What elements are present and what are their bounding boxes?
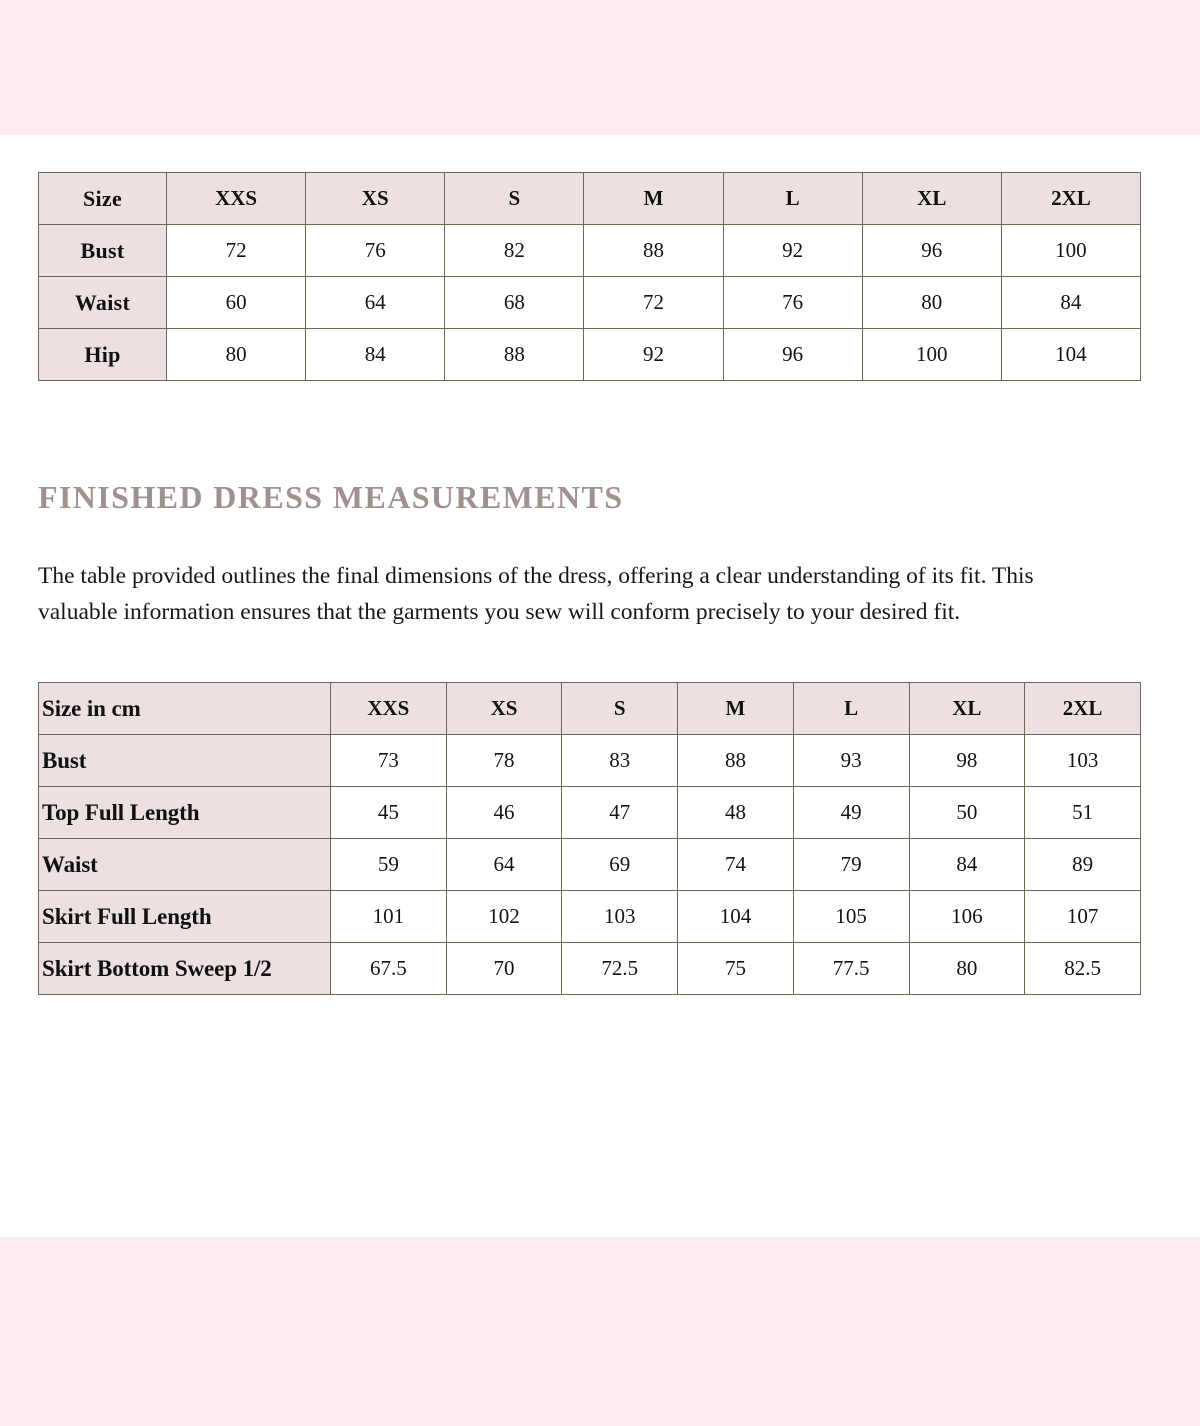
- cell-hip-m: 92: [584, 329, 723, 381]
- section-paragraph: The table provided outlines the final dimensions of the dress, offering a clear understanding of its fit. This valuable information ensures that the garments you sew will conform precisely to your desired fit.: [38, 563, 1034, 625]
- finished-dress-corner-header: Size in cm: [39, 683, 331, 735]
- cell-skirt-bottom-sweep-xs: 70: [446, 943, 562, 995]
- column-header-xxs: XXS: [167, 173, 306, 225]
- cell-waist-l: 76: [723, 277, 862, 329]
- cell-bust-2xl: 100: [1001, 225, 1140, 277]
- cell-hip-xl: 100: [862, 329, 1001, 381]
- cell-top-full-length-2xl: 51: [1025, 787, 1141, 839]
- row-label-waist: Waist: [39, 839, 331, 891]
- spacer-below-first-table: [38, 381, 1141, 479]
- cell-waist-m: 72: [584, 277, 723, 329]
- table-row: [39, 787, 1141, 839]
- body-measurements-table-head: [39, 173, 1141, 225]
- cell-skirt-full-length-l: 105: [793, 891, 909, 943]
- cell-skirt-full-length-xs: 102: [446, 891, 562, 943]
- column-header-xxs: XXS: [331, 683, 447, 735]
- cell-top-full-length-m: 48: [678, 787, 794, 839]
- table-row: [39, 225, 1141, 277]
- cell-skirt-bottom-sweep-s: 72.5: [562, 943, 678, 995]
- cell-waist-2xl: 89: [1025, 839, 1141, 891]
- table-row: [39, 943, 1141, 995]
- cell-bust-m: 88: [678, 735, 794, 787]
- top-spacer: [38, 135, 1141, 172]
- cell-bust-2xl: 103: [1025, 735, 1141, 787]
- row-label-top-full-length: Top Full Length: [39, 787, 331, 839]
- cell-top-full-length-xxs: 45: [331, 787, 447, 839]
- cell-bust-l: 93: [793, 735, 909, 787]
- cell-waist-xl: 84: [909, 839, 1025, 891]
- column-header-xs: XS: [446, 683, 562, 735]
- finished-dress-table-head: [39, 683, 1141, 735]
- row-label-skirt-bottom-sweep: Skirt Bottom Sweep 1/2: [39, 943, 331, 995]
- cell-waist-s: 68: [445, 277, 584, 329]
- table-row: [39, 329, 1141, 381]
- cell-bust-s: 82: [445, 225, 584, 277]
- cell-skirt-bottom-sweep-m: 75: [678, 943, 794, 995]
- cell-skirt-full-length-xl: 106: [909, 891, 1025, 943]
- cell-waist-xl: 80: [862, 277, 1001, 329]
- cell-bust-s: 83: [562, 735, 678, 787]
- cell-skirt-full-length-2xl: 107: [1025, 891, 1141, 943]
- cell-waist-xxs: 59: [331, 839, 447, 891]
- column-header-l: L: [793, 683, 909, 735]
- table-header-row: [39, 173, 1141, 225]
- cell-skirt-bottom-sweep-2xl: 82.5: [1025, 943, 1141, 995]
- finished-dress-table-body: [39, 735, 1141, 995]
- column-header-2xl: 2XL: [1025, 683, 1141, 735]
- page-canvas: [0, 135, 1200, 1237]
- column-header-xs: XS: [306, 173, 445, 225]
- cell-top-full-length-s: 47: [562, 787, 678, 839]
- cell-top-full-length-xl: 50: [909, 787, 1025, 839]
- body-measurements-table: [38, 172, 1141, 381]
- cell-skirt-bottom-sweep-l: 77.5: [793, 943, 909, 995]
- column-header-s: S: [562, 683, 678, 735]
- cell-bust-xl: 98: [909, 735, 1025, 787]
- table-row: [39, 735, 1141, 787]
- column-header-s: S: [445, 173, 584, 225]
- cell-top-full-length-xs: 46: [446, 787, 562, 839]
- cell-bust-xs: 78: [446, 735, 562, 787]
- cell-hip-s: 88: [445, 329, 584, 381]
- cell-skirt-full-length-xxs: 101: [331, 891, 447, 943]
- column-header-xl: XL: [862, 173, 1001, 225]
- column-header-xl: XL: [909, 683, 1025, 735]
- cell-top-full-length-l: 49: [793, 787, 909, 839]
- body-measurements-table-body: [39, 225, 1141, 381]
- spacer-below-paragraph: [38, 630, 1141, 682]
- cell-bust-l: 92: [723, 225, 862, 277]
- row-label-skirt-full-length: Skirt Full Length: [39, 891, 331, 943]
- row-label-hip: Hip: [39, 329, 167, 381]
- cell-waist-2xl: 84: [1001, 277, 1140, 329]
- cell-skirt-bottom-sweep-xl: 80: [909, 943, 1025, 995]
- cell-bust-m: 88: [584, 225, 723, 277]
- row-label-waist: Waist: [39, 277, 167, 329]
- cell-bust-xl: 96: [862, 225, 1001, 277]
- cell-waist-xxs: 60: [167, 277, 306, 329]
- table-row: [39, 891, 1141, 943]
- cell-hip-xs: 84: [306, 329, 445, 381]
- content-column: [38, 135, 1141, 995]
- column-header-m: M: [584, 173, 723, 225]
- column-header-l: L: [723, 173, 862, 225]
- cell-waist-xs: 64: [306, 277, 445, 329]
- cell-hip-xxs: 80: [167, 329, 306, 381]
- finished-dress-measurements-table: [38, 682, 1141, 995]
- table-header-row: [39, 683, 1141, 735]
- spacer-below-heading: [38, 516, 1141, 558]
- cell-bust-xs: 76: [306, 225, 445, 277]
- cell-skirt-full-length-m: 104: [678, 891, 794, 943]
- row-label-bust: Bust: [39, 225, 167, 277]
- cell-hip-l: 96: [723, 329, 862, 381]
- cell-skirt-full-length-s: 103: [562, 891, 678, 943]
- cell-hip-2xl: 104: [1001, 329, 1140, 381]
- cell-waist-xs: 64: [446, 839, 562, 891]
- table-row: [39, 277, 1141, 329]
- section-heading: FINISHED DRESS MEASUREMENTS: [38, 479, 624, 515]
- cell-bust-xxs: 73: [331, 735, 447, 787]
- row-label-bust: Bust: [39, 735, 331, 787]
- top-decorative-band: [0, 0, 1200, 135]
- column-header-m: M: [678, 683, 794, 735]
- cell-waist-l: 79: [793, 839, 909, 891]
- cell-waist-m: 74: [678, 839, 794, 891]
- bottom-decorative-band: [0, 1237, 1200, 1426]
- cell-bust-xxs: 72: [167, 225, 306, 277]
- table-row: [39, 839, 1141, 891]
- cell-waist-s: 69: [562, 839, 678, 891]
- body-measurements-corner-header: Size: [39, 173, 167, 225]
- column-header-2xl: 2XL: [1001, 173, 1140, 225]
- cell-skirt-bottom-sweep-xxs: 67.5: [331, 943, 447, 995]
